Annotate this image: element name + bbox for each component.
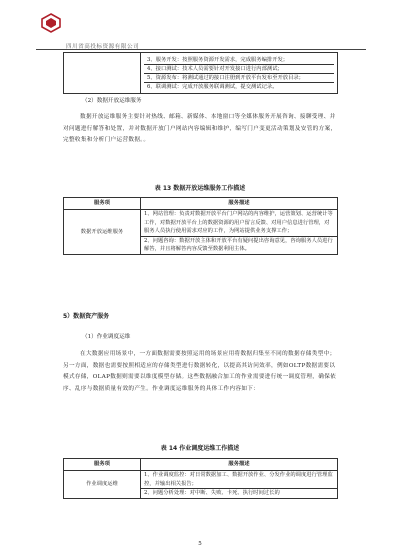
column-header: 服务项: [64, 459, 141, 471]
service-table-14: [63, 458, 338, 499]
column-header: 服务描述: [141, 198, 338, 210]
header-divider: [36, 49, 366, 50]
continued-line: 6、联调测试：完成开放服务联调测试，提交测试记录。: [147, 83, 278, 90]
body-paragraph: 在大数据应用场景中，一方面数据需要按照运用的场景应用将数据归集至不同的数据存储类型中；另一方面，数据也需要按照相适应的存储类型进行数据转化，以提高其访问效率，例如OLTP数据需要以模式存储，OLAP数据则需要以维度模型存储。这些数据融合加工的作业需要进行统一调度管理，确保依序、乱序与数据质量有效的产生。作业调度运维服务的具体工作内容如下：: [63, 351, 337, 392]
subsection-heading: （2）数据开放运维服务: [82, 98, 142, 104]
service-table-13: [63, 197, 338, 255]
subsection-heading: （1）作业调度运维: [82, 334, 131, 340]
continued-line: 3、服务开发：按照服务资源开发需求，完成服务编排开发；: [144, 56, 334, 65]
continued-item-cell: [64, 53, 141, 94]
table-caption: 表 14 作业调度运维工作描述: [160, 445, 240, 452]
service-desc-cell: 2、问题咨询：数据开放主体和开放平台有疑问提出咨询意见，咨询服务人员进行解答，并且将解答内容反馈至数据利用主体。: [141, 236, 338, 254]
body-paragraph: 数据开放运维服务主要针对热线、邮箱、新媒体、本地窗口等全媒体服务开展咨询、接聊受理、并对问题进行解答和处置，并对数据开放门户网站内容编辑和维护，编写门户变更活动策划及安管的方案，完整收集和分析门户运营数据。。: [63, 114, 337, 143]
service-desc-cell: 2、问题分析处理：对中断、失败、卡死、执行时间过长的: [141, 489, 338, 499]
service-desc-cell: 1、网站管理：负责对数据开放平台门户网站的内容维护，运营策划、运营统计等工作，对数据开放平台上的数据资源的用户留言反馈、对用户信息进行管理，对服务人员执行使用需求对应的工作，为网站提供业务支撑工作；: [141, 210, 338, 237]
column-header: 服务描述: [141, 459, 338, 471]
column-header: 服务项: [64, 198, 141, 210]
service-item-cell: 数据开放运维服务: [64, 210, 141, 255]
service-desc-cell: 1、作业调度监控：对日常数据加工、数据开放作业、分发作业的调度进行管理监控，并输出相关报告；: [141, 471, 338, 489]
company-name: 四川省高投标资源有限公司: [66, 44, 140, 50]
continued-line: 4、接口测试：技术人员需要针对开发接口进行内部测试；: [144, 65, 334, 74]
continued-table: [63, 52, 338, 94]
continued-line: 5、资源发布：将测试通过的接口注册到开放平台发布至开放目录；: [144, 74, 334, 83]
continued-desc-cell: [141, 53, 338, 94]
section-heading: 5）数据资产服务: [63, 313, 110, 320]
table-caption: 表 13 数据开放运维服务工作描述: [154, 185, 246, 192]
page-number: 5: [198, 541, 202, 547]
service-item-cell: 作业调度运维: [64, 471, 141, 499]
company-logo-icon: [40, 12, 62, 34]
page-header: [36, 12, 366, 50]
